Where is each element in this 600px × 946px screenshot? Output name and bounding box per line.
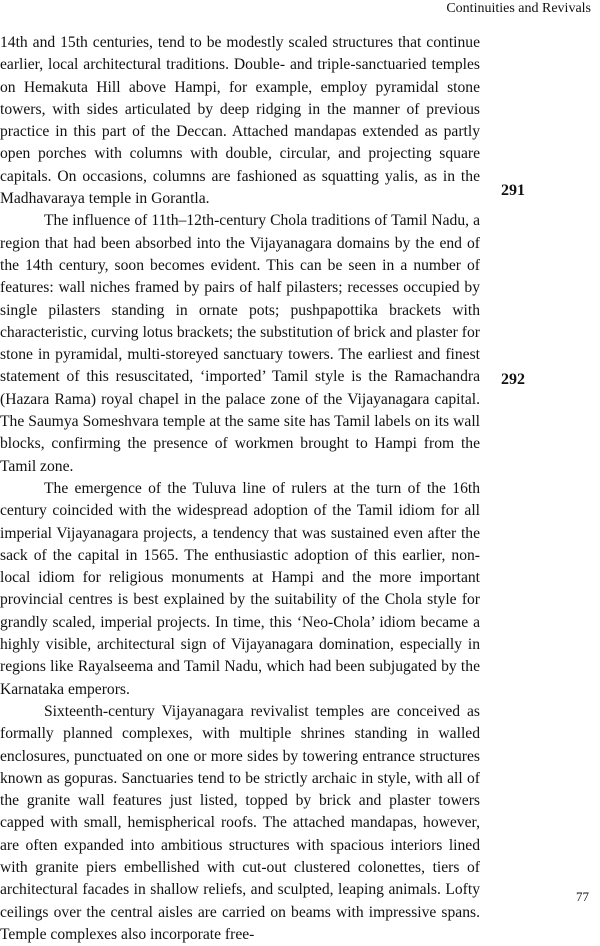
paragraph-3: The emergence of the Tuluva line of rulers at the turn of the 16th century coincided with the widespread adoption of the Tamil idiom for all imperial Vijayanagara projects, a tendency that was sustained even after the sack of the capital in 1565. The enthusiastic adoption of this earlier, non-local idiom for religious monuments at Hampi and the more important provincial centres is best explained by the suitability of the Chola style for grandly scaled, imperial projects. In time, this ‘Neo-Chola’ idiom became a highly visible, architectural sign of Vijayanagara domination, especially in regions like Rayalseema and Tamil Nadu, which had been subjugated by the Karnataka emperors.: [0, 479, 480, 698]
page-number: 77: [576, 889, 589, 904]
body-text: [0, 32, 480, 946]
running-head: Continuities and Revivals: [446, 1, 591, 16]
margin-reference-number: 292: [501, 371, 525, 388]
paragraph-4: Sixteenth-century Vijayanagara revivalist temples are conceived as formally planned complexes, with multiple shrines standing in walled enclosures, punctuated on one or more sides by towering entrance structures known as gopuras. Sanctuaries tend to be strictly archaic in style, with all of the granite wall features just listed, topped by brick and plaster towers capped with small, hemispherical roofs. The attached mandapas, however, are often expanded into ambitious structures with spacious interiors lined with granite piers embellished with cut-out clustered colonettes, tiers of architectural facades in shallow reliefs, and sculpted, leaping animals. Lofty ceilings over the central aisles are carried on beams with impressive spans. Temple complexes also incorporate free-: [0, 702, 480, 943]
paragraph-1: 14th and 15th centuries, tend to be modestly scaled structures that continue earlier, local architectural traditions. Double- and triple-sanctuaried temples on Hemakuta Hill above Hampi, for example, employ pyramidal stone towers, with sides articulated by deep ridging in the manner of previous practice in this part of the Deccan. Attached mandapas extended as partly open porches with columns with double, circular, and projecting square capitals. On occasions, columns are fashioned as squatting yalis, as in the Madhavaraya temple in Gorantla.: [0, 34, 480, 208]
paragraph-2: The influence of 11th–12th-century Chola traditions of Tamil Nadu, a region that had been absorbed into the Vijayanagara domains by the end of the 14th century, soon becomes evident. This can be seen in a number of features: wall niches framed by pairs of half pilasters; recesses occupied by single pilasters standing in ornate pots; pushpapottika brackets with characteristic, curving lotus brackets; the substitution of brick and plaster for stone in pyramidal, multi-storeyed sanctuary towers. The earliest and finest statement of this resuscitated, ‘imported’ Tamil style is the Ramachandra (Hazara Rama) royal chapel in the palace zone of the Vijayanagara capital. The Saumya Someshvara temple at the same site has Tamil labels on its wall blocks, confirming the presence of workmen brought to Hampi from the Tamil zone.: [0, 212, 480, 475]
margin-reference-number: 291: [501, 182, 525, 199]
